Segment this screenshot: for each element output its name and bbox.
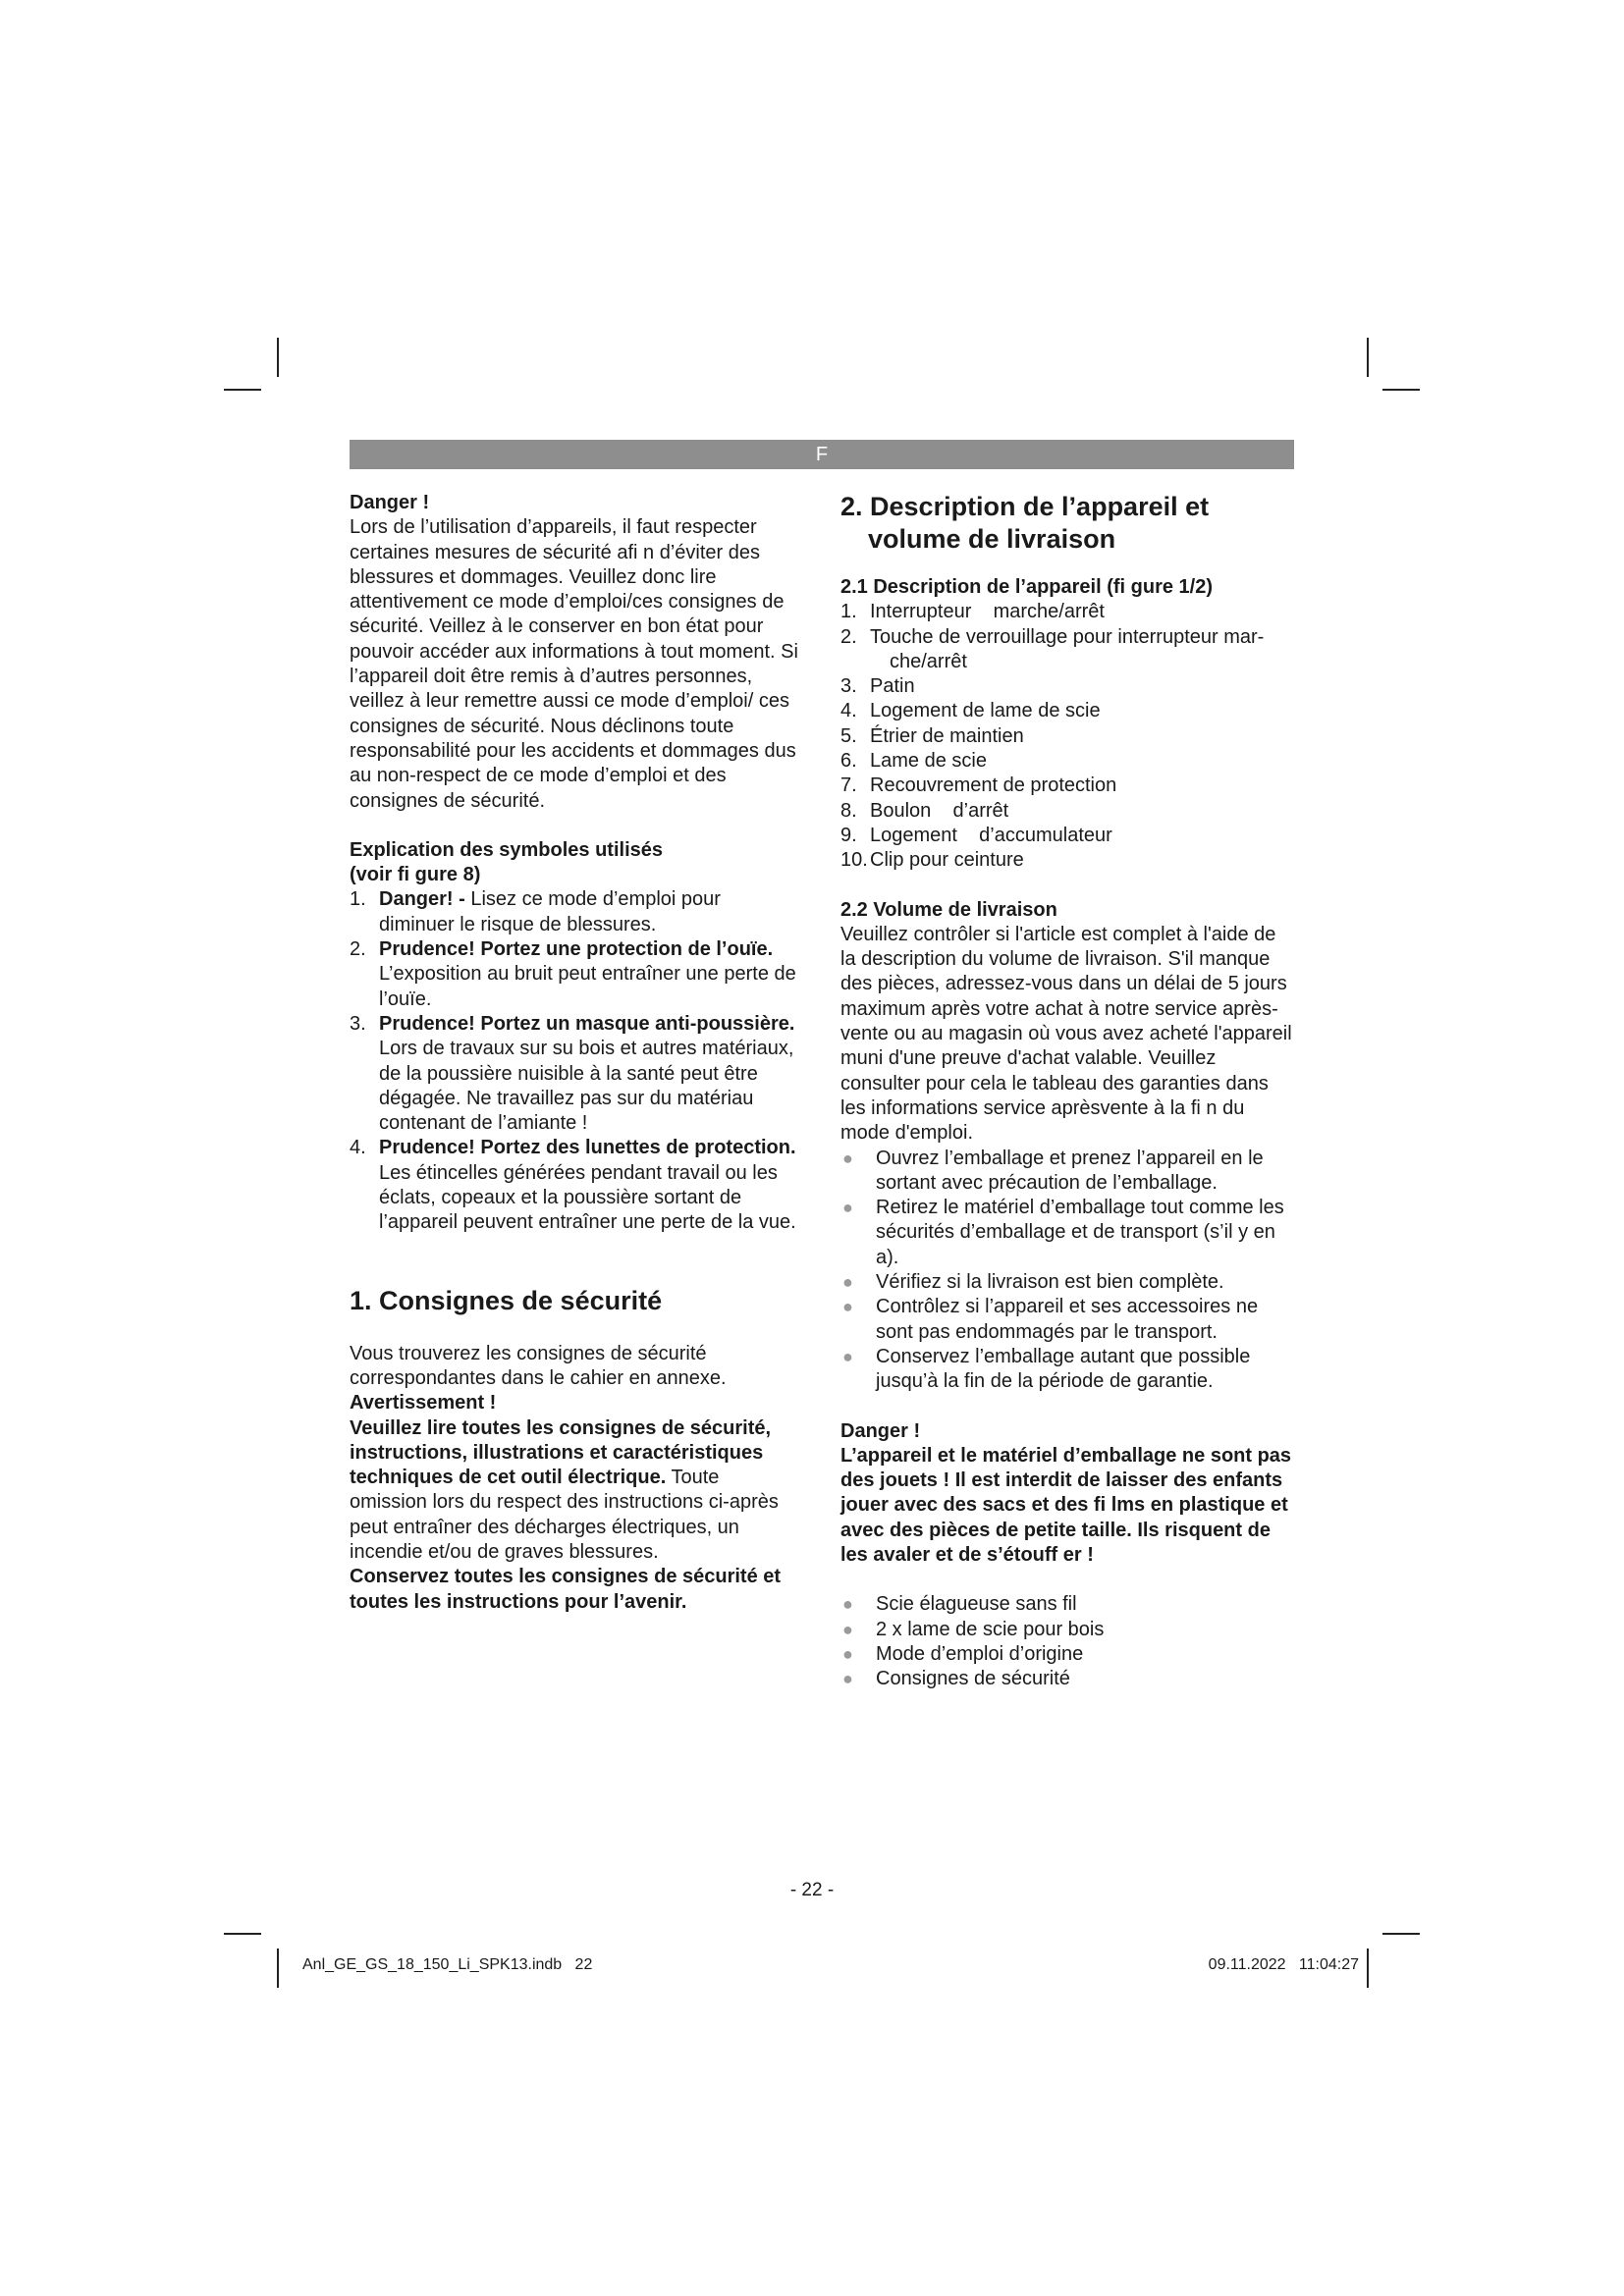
section2-title-line2: volume de livraison xyxy=(868,524,1116,554)
right-danger-text: L’appareil et le matériel d’emballage ne sont pas des jouets ! Il est interdit de laisser des enfants jouer avec des sacs et des fi lms en plastique et avec des pièces de petite taille. Ils risquent de les avaler et de s’étouff er ! xyxy=(840,1444,1292,1566)
danger-text: Lors de l’utilisation d’appareils, il faut respecter certaines mesures de sécurité afi n d’éviter des blessures et dommages. Veuillez donc lire attentivement ce mode d’emploi/ces consignes de sécurité. Veillez à le conserver en bon état pour pouvoir accéder aux informations à tout moment. Si l’appareil doit être remis à d’autres personnes, veillez à leur remettre aussi ce mode d’emploi/ ces consignes de sécurité. Nous déclinons toute responsabilité pour les accidents et dommages dus au non-respect de ce mode d’emploi et des consignes de sécurité. xyxy=(350,516,798,812)
section1-intro: Vous trouverez les consignes de sécurité correspondantes dans le cahier en annexe. xyxy=(350,1342,727,1389)
symbol-text: Lors de travaux sur su bois et autres matériaux, de la poussière nuisible à la santé peut être dégagée. Ne travaillez pas sur du matériau contenant de l’amiante ! xyxy=(379,1038,794,1135)
symbols-title-line1: Explication des symboles utilisés xyxy=(350,838,664,861)
bullet-icon: ● xyxy=(842,1669,853,1689)
warning-bold: Veuillez lire toutes les consignes de sécurité, instructions, illustrations et caractéristiques techniques de cet outil électrique. xyxy=(350,1416,772,1489)
sub21-title: 2.1 Description de l’appareil (fi gure 1/2) xyxy=(840,576,1213,598)
step-item xyxy=(840,1270,1294,1295)
bullet-icon: ● xyxy=(842,1619,853,1639)
symbol-bold: Prudence! Portez un masque anti-poussière. xyxy=(379,1012,795,1035)
part-number: 6. xyxy=(840,750,857,773)
part-label: Étrier de maintien xyxy=(870,724,1024,747)
step-item xyxy=(840,1345,1294,1395)
part-label: Clip pour ceinture xyxy=(870,849,1024,872)
right-danger-title: Danger ! xyxy=(840,1419,921,1442)
symbol-item xyxy=(350,937,801,1012)
symbol-number: 1. xyxy=(350,888,366,911)
part-label: Recouvrement de protection xyxy=(870,774,1117,797)
part-number: 4. xyxy=(840,700,857,722)
symbol-number: 4. xyxy=(350,1137,366,1159)
part-item xyxy=(840,848,1294,873)
bullet-icon: ● xyxy=(842,1198,853,1218)
part-item xyxy=(840,824,1294,848)
bullet-icon: ● xyxy=(842,1297,853,1317)
section2-title-line1: 2. Description de l’appareil et xyxy=(840,492,1210,521)
sub22-title: 2.2 Volume de livraison xyxy=(840,898,1057,921)
symbol-number: 3. xyxy=(350,1012,366,1035)
crop-mark-top-left-v xyxy=(277,338,279,377)
part-label: Boulon d’arrêt xyxy=(870,799,1009,822)
language-tab: F xyxy=(350,440,1294,469)
footer-date-time: 09.11.2022 11:04:27 xyxy=(1208,1956,1359,1973)
bullet-icon: ● xyxy=(842,1594,853,1615)
part-label: Touche de verrouillage pour interrupteur mar- xyxy=(870,625,1265,648)
part-number: 2. xyxy=(840,625,857,648)
step-text: Conservez l’emballage autant que possible jusqu’à la fin de la période de garantie. xyxy=(876,1345,1251,1393)
part-number: 7. xyxy=(840,774,857,797)
part-item xyxy=(840,749,1294,774)
unpacking-steps xyxy=(840,1147,1294,1395)
danger-title: Danger ! xyxy=(350,492,430,513)
crop-mark-top-right-v xyxy=(1367,338,1369,377)
footer-file-name: Anl_GE_GS_18_150_Li_SPK13.indb 22 xyxy=(302,1956,593,1973)
part-label: Patin xyxy=(870,675,915,698)
part-number: 10. xyxy=(840,849,868,872)
step-text: Vérifiez si la livraison est bien complète. xyxy=(876,1271,1224,1294)
part-label: Logement de lame de scie xyxy=(870,700,1101,722)
symbol-bold: Danger! - xyxy=(379,888,465,911)
part-item xyxy=(840,774,1294,798)
content-item xyxy=(840,1667,1294,1691)
step-text: Contrôlez si l’appareil et ses accessoires ne sont pas endommagés par le transport. xyxy=(876,1296,1259,1343)
part-item xyxy=(840,600,1294,624)
part-label-continued: che/arrêt xyxy=(890,650,967,672)
step-item xyxy=(840,1196,1294,1270)
left-column xyxy=(350,491,801,1615)
step-text: Ouvrez l’emballage et prenez l’appareil en le sortant avec précaution de l’emballage. xyxy=(876,1147,1264,1194)
warning-body: Toute omission lors du respect des instructions ci-après peut entraîner des décharges électriques, un incendie et/ou de graves blessures. xyxy=(350,1467,779,1563)
symbol-bold: Prudence! Portez une protection de l’ouïe. xyxy=(379,938,774,961)
crop-mark-bottom-right-v xyxy=(1367,1949,1369,1988)
symbol-item xyxy=(350,887,801,937)
crop-mark-bottom-right-h xyxy=(1382,1933,1420,1935)
part-item xyxy=(840,674,1294,699)
delivery-contents xyxy=(840,1592,1294,1691)
warning-title: Avertissement ! xyxy=(350,1392,497,1415)
section1-title: 1. Consignes de sécurité xyxy=(350,1285,663,1315)
part-item xyxy=(840,625,1294,675)
symbol-bold: Prudence! Portez des lunettes de protection. xyxy=(379,1137,796,1159)
part-label: Lame de scie xyxy=(870,750,987,773)
crop-mark-bottom-left-h xyxy=(224,1933,261,1935)
step-item xyxy=(840,1147,1294,1197)
crop-mark-bottom-left-v xyxy=(277,1949,279,1988)
content-item xyxy=(840,1618,1294,1642)
sub22-text: Veuillez contrôler si l'article est complet à l'aide de la description du volume de livraison. S'il manque des pièces, adressez-vous dans un délai de 5 jours maximum après votre achat à notre service après-vente ou au magasin où vous avez acheté l'appareil muni d'une preuve d'achat valable. Veuillez consulter pour cela le tableau des garanties dans les informations service aprèsvente à la fi n du mode d'emploi. xyxy=(840,923,1292,1145)
symbols-title-line2: (voir fi gure 8) xyxy=(350,864,481,886)
content-item xyxy=(840,1592,1294,1617)
part-number: 5. xyxy=(840,724,857,747)
parts-list xyxy=(840,600,1294,873)
bullet-icon: ● xyxy=(842,1346,853,1366)
symbol-text: Lisez ce mode d’emploi pour diminuer le risque de blessures. xyxy=(379,888,721,935)
content-text: 2 x lame de scie pour bois xyxy=(876,1618,1105,1640)
part-label: Interrupteur marche/arrêt xyxy=(870,601,1105,623)
part-label: Logement d’accumulateur xyxy=(870,824,1112,846)
part-number: 3. xyxy=(840,675,857,698)
bullet-icon: ● xyxy=(842,1272,853,1293)
keep-instructions: Conservez toutes les consignes de sécurité et toutes les instructions pour l’avenir. xyxy=(350,1566,782,1613)
part-item xyxy=(840,724,1294,749)
content-text: Mode d’emploi d’origine xyxy=(876,1642,1084,1665)
symbol-text: Les étincelles générées pendant travail ou les éclats, copeaux et la poussière sortant de l’appareil peuvent entraîner une perte de la vue. xyxy=(379,1161,796,1234)
symbol-number: 2. xyxy=(350,938,366,961)
symbol-item xyxy=(350,1136,801,1235)
bullet-icon: ● xyxy=(842,1643,853,1664)
part-number: 9. xyxy=(840,824,857,846)
step-text: Retirez le matériel d’emballage tout comme les sécurités d’emballage et de transport (s’il y en a). xyxy=(876,1197,1284,1268)
part-number: 1. xyxy=(840,601,857,623)
bullet-icon: ● xyxy=(842,1148,853,1168)
part-item xyxy=(840,699,1294,723)
content-item xyxy=(840,1642,1294,1667)
step-item xyxy=(840,1295,1294,1345)
page-number: - 22 - xyxy=(789,1880,835,1900)
symbols-list xyxy=(350,887,801,1235)
right-column xyxy=(840,491,1294,1691)
symbol-text: L’exposition au bruit peut entraîner une perte de l’ouïe. xyxy=(379,963,796,1010)
crop-mark-top-right-h xyxy=(1382,389,1420,391)
symbol-item xyxy=(350,1012,801,1136)
part-number: 8. xyxy=(840,799,857,822)
content-text: Scie élagueuse sans fil xyxy=(876,1593,1077,1616)
content-text: Consignes de sécurité xyxy=(876,1668,1070,1690)
crop-mark-top-left-h xyxy=(224,389,261,391)
part-item xyxy=(840,799,1294,824)
warning-text xyxy=(350,1416,801,1566)
